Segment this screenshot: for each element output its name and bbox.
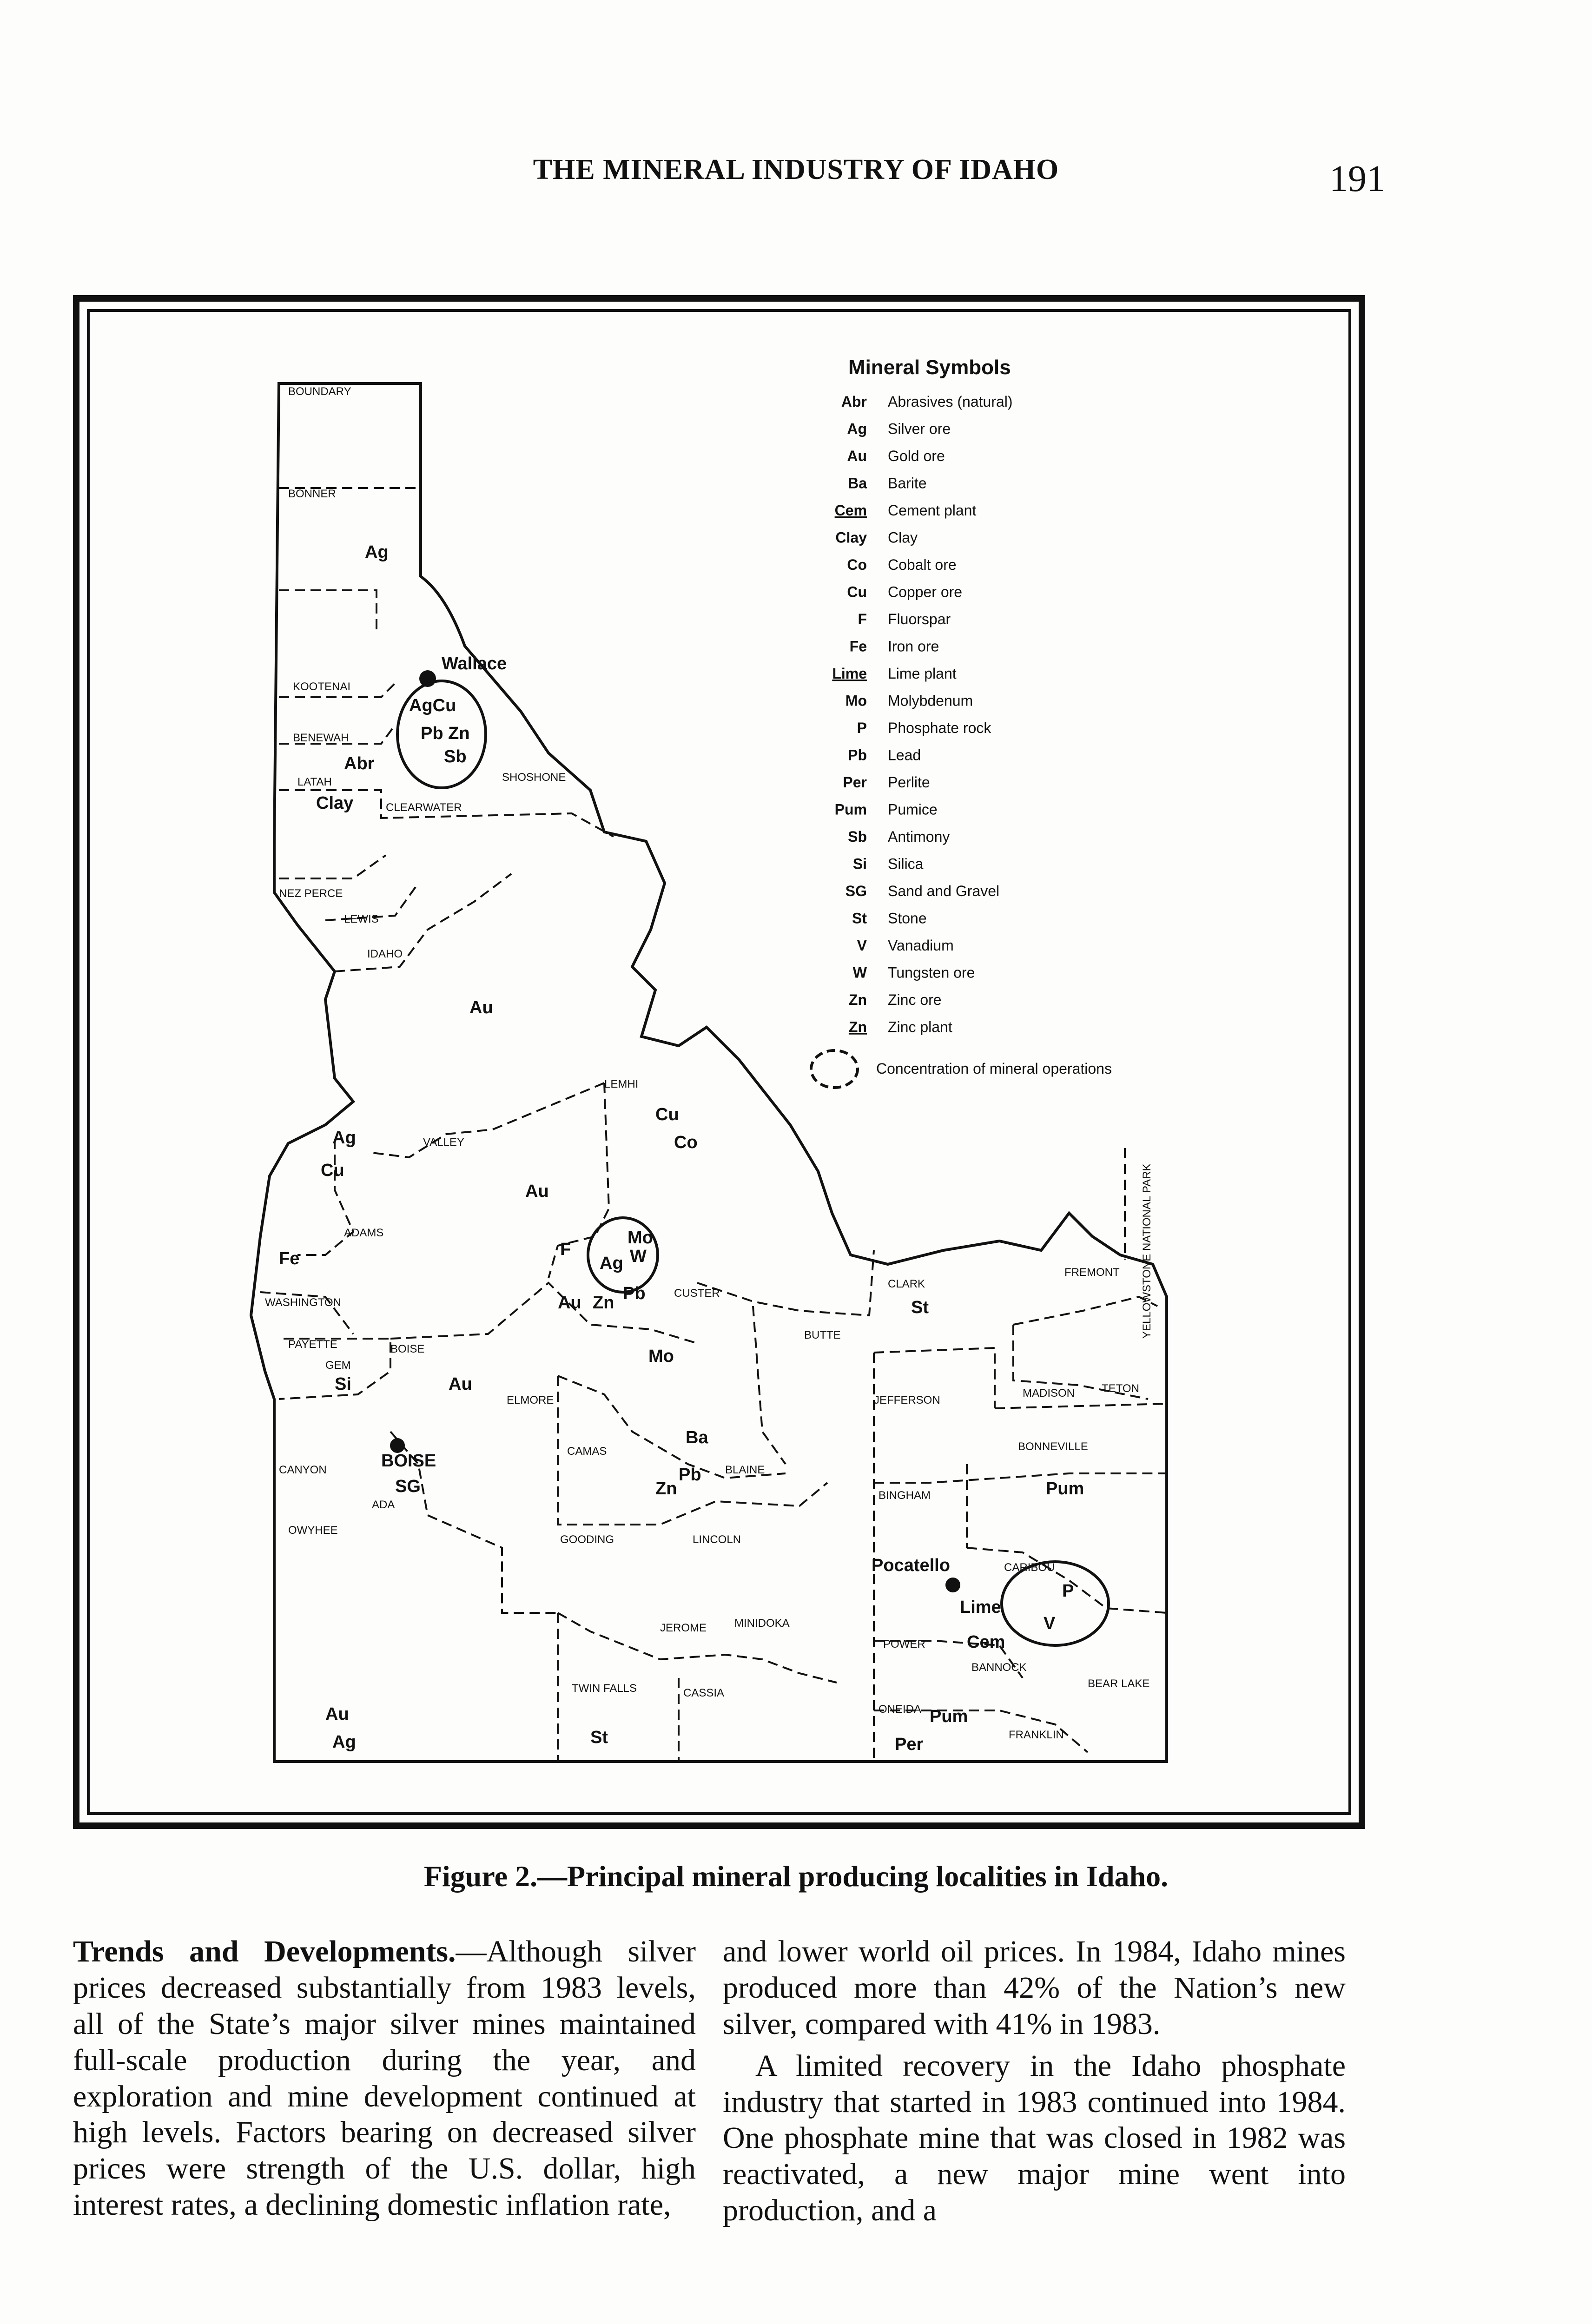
county-butte: BUTTE <box>804 1329 841 1341</box>
page-number: 191 <box>1329 158 1385 199</box>
symbol-ada-sg: SG <box>395 1477 421 1496</box>
symbol-latah-clay: Clay <box>316 793 354 813</box>
legend-code: Lime <box>832 665 867 682</box>
legend-code: SG <box>845 883 867 899</box>
legend-name: Antimony <box>888 828 950 845</box>
legend-code: Sb <box>848 828 867 845</box>
county-nez-perce: NEZ PERCE <box>279 887 343 900</box>
symbol-washington-fe: Fe <box>279 1249 300 1268</box>
county-shoshone: SHOSHONE <box>502 771 566 784</box>
county-bannock: BANNOCK <box>971 1661 1027 1674</box>
county-fremont: FREMONT <box>1064 1266 1120 1279</box>
symbol-blaine-pb: Pb <box>679 1465 701 1485</box>
symbol-custer-f: F <box>560 1240 571 1259</box>
legend-code: Fe <box>849 638 867 655</box>
symbol-clark-st: St <box>911 1298 929 1317</box>
county-payette: PAYETTE <box>288 1338 337 1351</box>
legend-code: W <box>852 964 867 981</box>
legend-code: Clay <box>835 529 867 546</box>
body-column-left <box>73 1934 696 2229</box>
legend-code: Cu <box>847 583 867 601</box>
legend-name: Tungsten ore <box>888 964 975 981</box>
legend-name: Zinc plant <box>888 1018 952 1036</box>
legend-name: Stone <box>888 910 927 927</box>
symbol-owyhee-au: Au <box>325 1704 349 1724</box>
symbol-shoshone-sb: Sb <box>444 747 467 766</box>
legend-code: Per <box>843 774 867 791</box>
legend-code: F <box>858 611 867 627</box>
symbol-adams-ag: Ag <box>332 1128 356 1148</box>
legend-name: Abrasives (natural) <box>888 393 1013 410</box>
symbol-boise-au: Au <box>449 1374 472 1394</box>
county-washington: WASHINGTON <box>265 1296 342 1309</box>
figure-caption: Figure 2.—Principal mineral producing localities in Idaho. <box>423 1860 1169 1893</box>
symbol-custer-ag: Ag <box>600 1254 623 1273</box>
legend-name: Copper ore <box>888 583 963 601</box>
legend-name: Cobalt ore <box>888 556 957 573</box>
legend-concentration-circle <box>811 1050 858 1088</box>
county-bonner: BONNER <box>288 488 336 500</box>
county-bear-lake: BEAR LAKE <box>1088 1677 1150 1690</box>
county-oneida: ONEIDA <box>879 1703 922 1716</box>
legend-name: Silica <box>888 855 924 872</box>
county-owyhee: OWYHEE <box>288 1524 338 1537</box>
legend-name: Lime plant <box>888 665 957 682</box>
symbol-oneida-per: Per <box>895 1735 924 1754</box>
legend-name: Molybdenum <box>888 692 973 709</box>
running-head: THE MINERAL INDUSTRY OF IDAHO <box>533 154 1059 185</box>
county-twin-falls: TWIN FALLS <box>572 1682 637 1695</box>
county-latah: LATAH <box>297 776 332 788</box>
county-ada: ADA <box>372 1499 395 1511</box>
legend-code: Cem <box>834 502 867 519</box>
symbol-adams-cu: Cu <box>321 1161 344 1180</box>
legend-code: P <box>857 720 867 736</box>
legend-name: Silver ore <box>888 420 951 437</box>
legend-name: Iron ore <box>888 638 939 655</box>
county-minidoka: MINIDOKA <box>734 1617 790 1630</box>
symbol-gem-si: Si <box>335 1374 351 1394</box>
legend-name: Zinc ore <box>888 991 942 1008</box>
legend-name: Clay <box>888 529 918 546</box>
symbol-lemhi-co: Co <box>674 1133 698 1152</box>
legend-title: Mineral Symbols <box>848 356 1011 379</box>
city-boise: BOISE <box>381 1451 436 1471</box>
city-pocatello: Pocatello <box>872 1556 950 1575</box>
symbol-owyhee-ag: Ag <box>332 1732 356 1752</box>
symbol-custer-mo-small: Mo <box>628 1228 653 1248</box>
body-paragraph: A limited recovery in the Idaho phosphate industry that started in 1983 continued into 1984. One phosphate mine that was closed in 1982 was reactivated, a new major mine went into production, and a <box>723 2048 1346 2228</box>
legend-name: Perlite <box>888 774 930 791</box>
legend-name: Barite <box>888 475 927 492</box>
legend-code: Si <box>852 855 867 872</box>
legend-code: Zn <box>848 1018 867 1036</box>
county-caribou: CARIBOU <box>1004 1561 1055 1574</box>
symbol-idaho-au: Au <box>469 998 493 1017</box>
symbol-valley-au: Au <box>525 1182 549 1201</box>
body-paragraph: —Although silver prices decreased substantially from 1983 levels, all of the State’s major silver mines maintained full-scale production during the year, and exploration and mine development continued at high levels. Factors bearing on decreased silver prices were strength of the U.S. dollar, high interest rates, a declining domestic inflation rate, <box>73 1934 696 2222</box>
body-paragraph: and lower world oil prices. In 1984, Idaho mines produced more than 42% of the Nation’s new silver, compared with 41% in 1983. <box>723 1934 1346 2041</box>
county-jerome: JEROME <box>660 1622 707 1634</box>
county-gooding: GOODING <box>560 1533 614 1546</box>
county-gem: GEM <box>325 1359 351 1372</box>
pocatello-dot <box>945 1578 960 1592</box>
county-custer: CUSTER <box>674 1287 720 1300</box>
symbol-caribou-cem: Cem <box>967 1632 1005 1652</box>
legend-code: Ag <box>847 420 867 437</box>
county-clark: CLARK <box>888 1278 925 1290</box>
county-madison: MADISON <box>1023 1387 1075 1400</box>
symbol-custer-mo: Mo <box>648 1347 674 1366</box>
symbol-bingham-pum: Pum <box>1046 1479 1084 1499</box>
legend-name: Sand and Gravel <box>888 883 1000 899</box>
county-cassia: CASSIA <box>683 1687 725 1699</box>
legend-name: Phosphate rock <box>888 720 991 736</box>
legend-code: Ba <box>848 475 867 492</box>
county-lemhi: LEMHI <box>604 1078 639 1090</box>
symbol-latah-abr: Abr <box>344 754 375 773</box>
county-kootenai: KOOTENAI <box>293 680 351 693</box>
county-lincoln: LINCOLN <box>693 1533 741 1546</box>
county-idaho: IDAHO <box>367 948 403 960</box>
symbol-twin-falls-st: St <box>590 1728 608 1747</box>
county-power: POWER <box>883 1638 925 1651</box>
body-column-right <box>723 1934 1346 2234</box>
county-bonneville: BONNEVILLE <box>1018 1440 1088 1453</box>
county-boise: BOISE <box>390 1343 425 1355</box>
county-valley: VALLEY <box>423 1136 464 1149</box>
legend-name: Cement plant <box>888 502 977 519</box>
county-franklin: FRANKLIN <box>1009 1729 1064 1741</box>
symbol-shoshone-pbzn: Pb Zn <box>421 724 470 743</box>
county-canyon: CANYON <box>279 1464 327 1476</box>
county-adams: ADAMS <box>344 1227 384 1239</box>
legend-code: Au <box>847 448 867 464</box>
wallace-dot <box>419 670 436 687</box>
symbol-blaine-zn: Zn <box>655 1479 677 1499</box>
symbol-custer-zn: Zn <box>593 1293 614 1313</box>
legend-concentration-label: Concentration of mineral operations <box>876 1060 1112 1077</box>
county-boundary: BOUNDARY <box>288 385 351 398</box>
legend-code: Abr <box>841 393 867 410</box>
legend-code: St <box>852 910 867 927</box>
legend-code: Co <box>847 556 867 573</box>
legend-code: Pb <box>848 746 867 764</box>
county-lewis: LEWIS <box>344 913 379 925</box>
section-heading: Trends and Developments. <box>73 1934 456 1968</box>
county-camas: CAMAS <box>567 1445 607 1458</box>
symbol-blaine-ba: Ba <box>686 1428 708 1447</box>
symbol-oneida-pum: Pum <box>930 1707 968 1726</box>
symbol-caribou-p: P <box>1062 1581 1074 1601</box>
legend-code: Mo <box>845 692 867 709</box>
mineral-legend <box>832 356 1112 1077</box>
symbol-custer-w: W <box>630 1247 647 1266</box>
symbol-shoshone-agcu: AgCu <box>409 696 456 715</box>
symbol-caribou-lime: Lime <box>960 1598 1001 1617</box>
county-clearwater: CLEARWATER <box>386 801 462 814</box>
county-elmore: ELMORE <box>507 1394 554 1406</box>
symbol-lemhi-cu: Cu <box>655 1105 679 1124</box>
legend-code: V <box>857 937 867 954</box>
legend-name: Lead <box>888 746 921 764</box>
county-bingham: BINGHAM <box>879 1489 931 1502</box>
county-jefferson: JEFFERSON <box>874 1394 940 1406</box>
yellowstone-label: YELLOWSTONE NATIONAL PARK <box>1141 1163 1153 1339</box>
legend-name: Gold ore <box>888 448 945 464</box>
legend-name: Pumice <box>888 801 938 818</box>
legend-code: Zn <box>848 991 867 1008</box>
symbol-bonner-ag: Ag <box>365 542 389 562</box>
county-blaine: BLAINE <box>725 1464 765 1476</box>
symbol-caribou-v: V <box>1044 1614 1056 1633</box>
symbol-custer-au: Au <box>558 1293 581 1313</box>
legend-name: Vanadium <box>888 937 954 954</box>
city-wallace: Wallace <box>442 654 507 673</box>
county-teton: TETON <box>1102 1382 1139 1395</box>
county-benewah: BENEWAH <box>293 732 349 744</box>
legend-name: Fluorspar <box>888 611 951 627</box>
legend-code: Pum <box>834 801 867 818</box>
symbol-custer-pb: Pb <box>623 1284 646 1303</box>
